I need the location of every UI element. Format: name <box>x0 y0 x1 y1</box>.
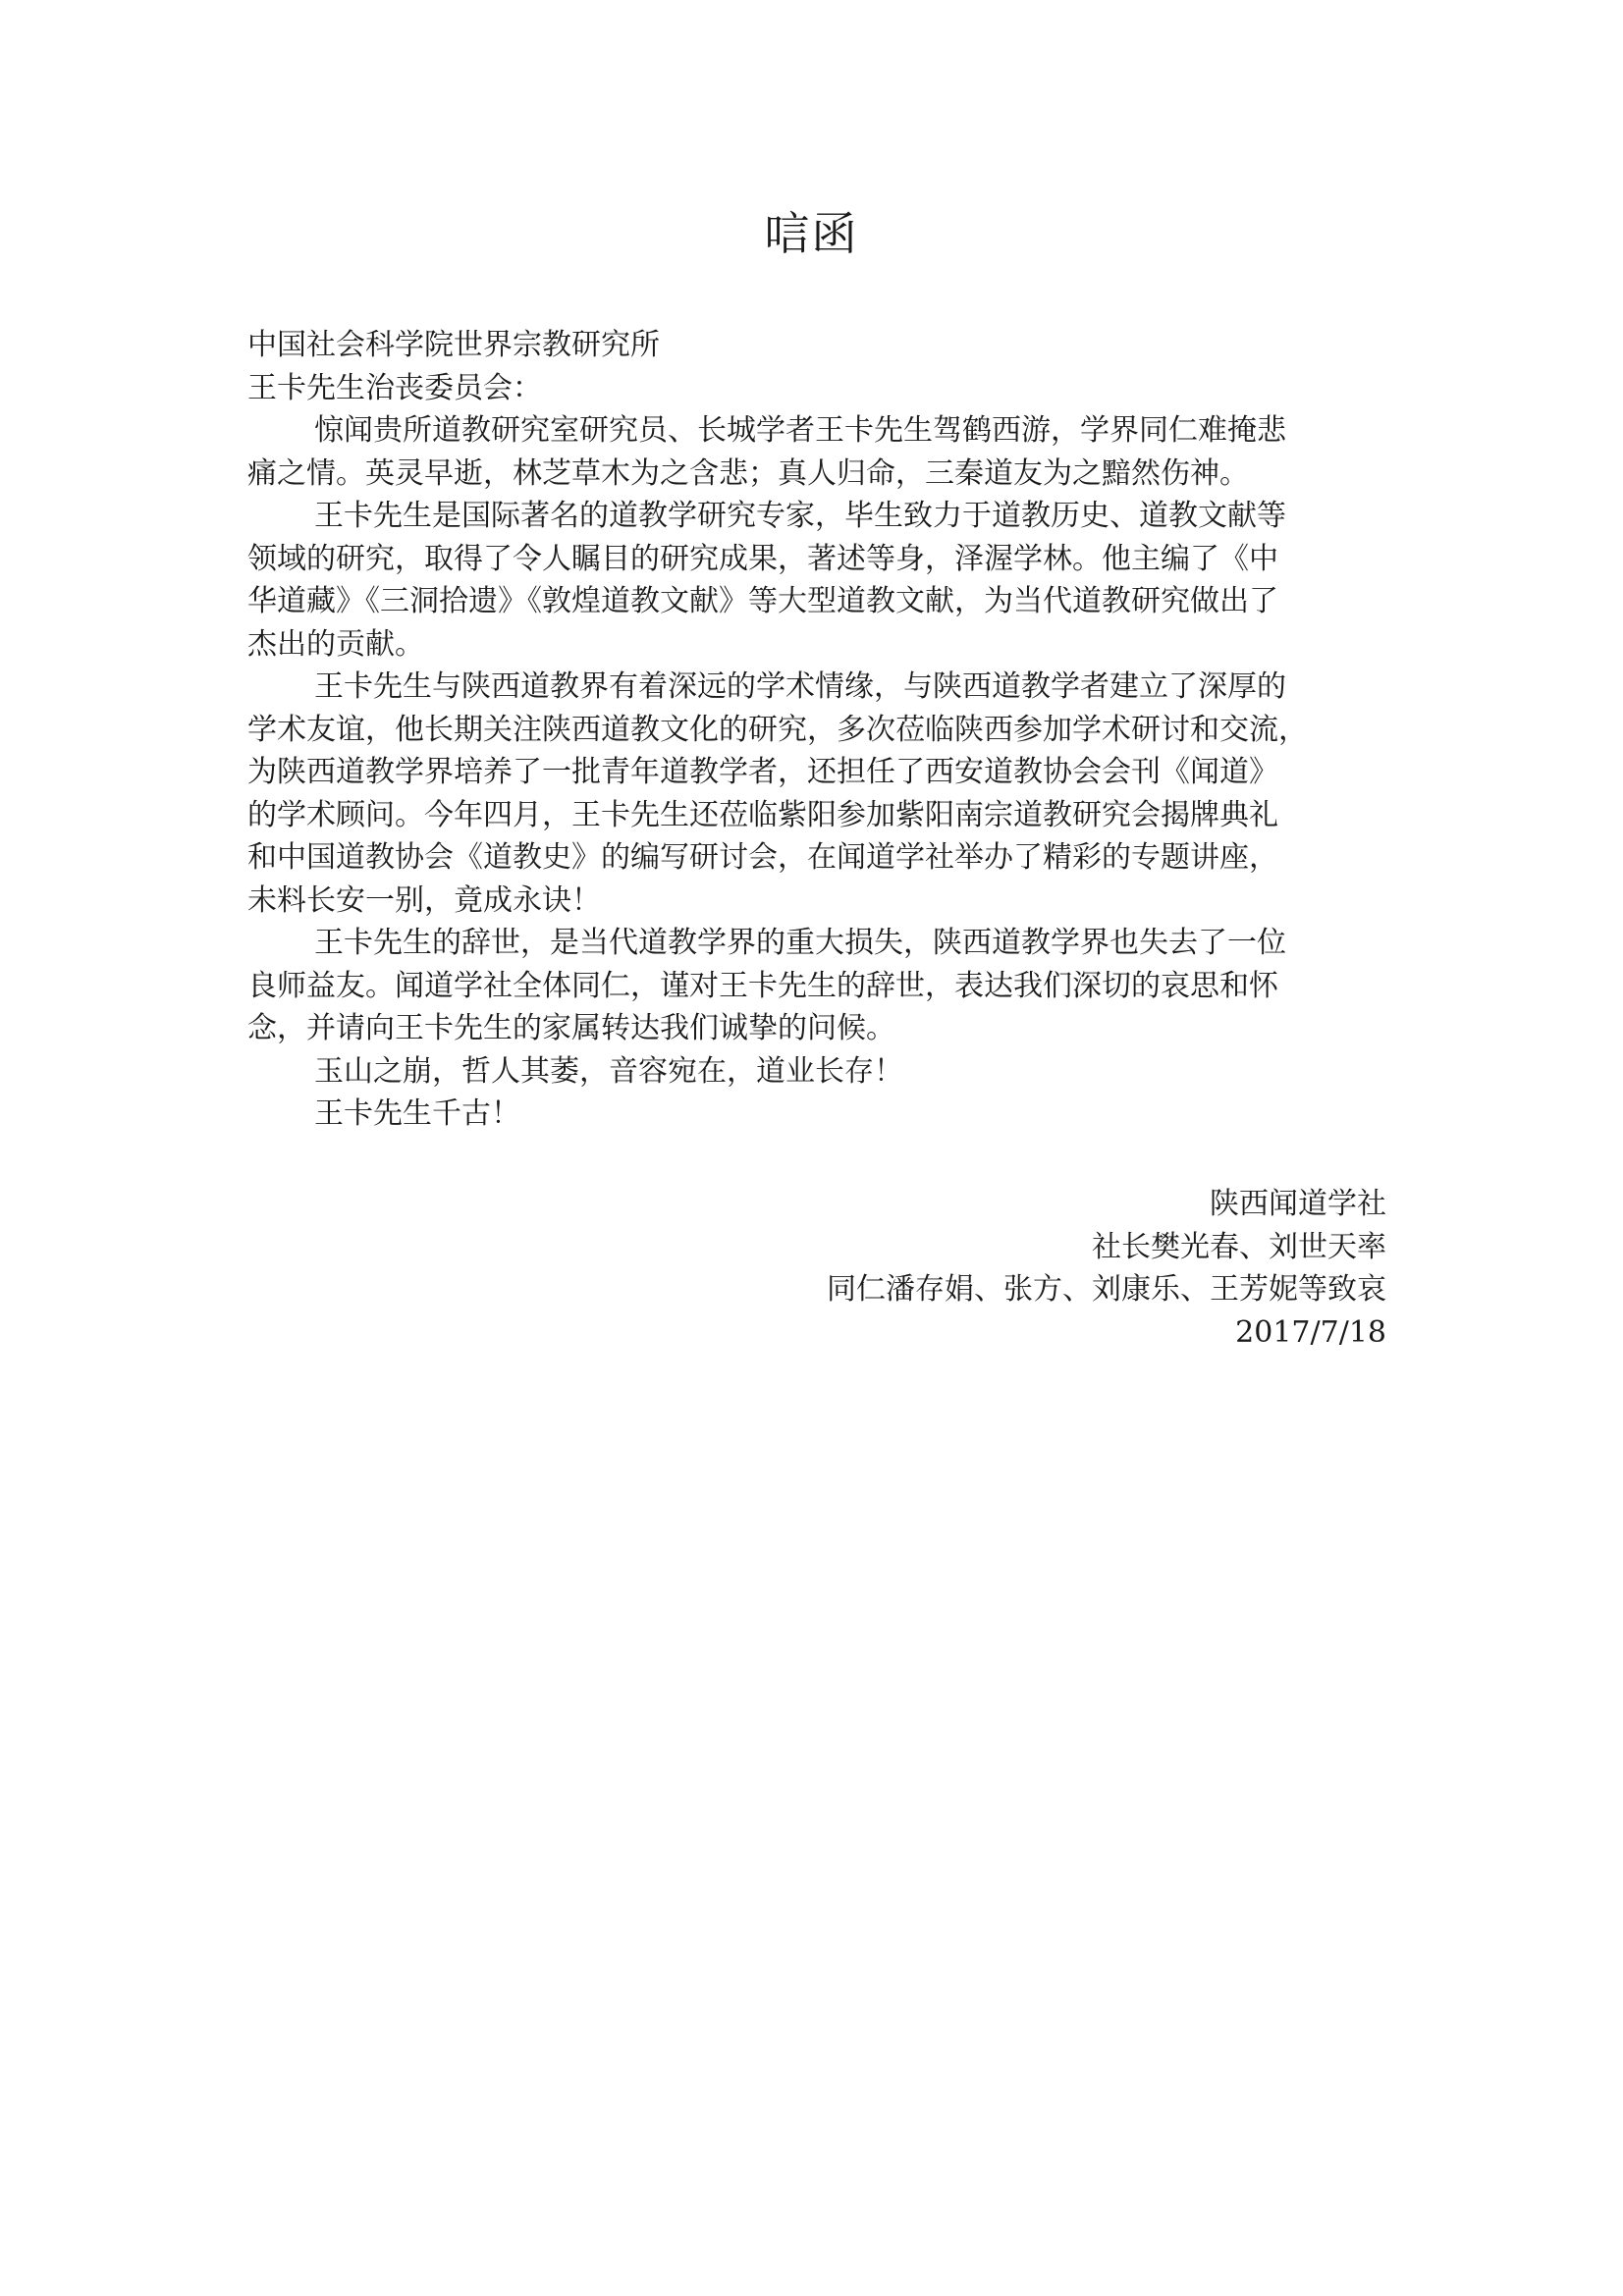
paragraph-3-line-5: 和中国道教协会《道教史》的编写研讨会，在闻道学社举办了精彩的专题讲座， <box>247 840 1278 875</box>
signature-org: 陕西闻道学社 <box>1210 1187 1386 1221</box>
paragraph-3-line-6: 未料长安一别，竟成永诀！ <box>247 882 601 918</box>
paragraph-3-line-2: 学术友谊，他长期关注陕西道教文化的研究，多次莅临陕西参加学术研讨和交流， <box>247 712 1308 747</box>
paragraph-3-line-1: 王卡先生与陕西道教界有着深远的学术情缘，与陕西道教学者建立了深厚的 <box>314 669 1286 704</box>
signature-date: 2017/7/18 <box>1235 1314 1386 1350</box>
paragraph-6-line-1: 王卡先生千古！ <box>314 1096 520 1131</box>
letter-body <box>247 324 1386 1136</box>
page-title: 唁函 <box>764 207 859 260</box>
paragraph-5-line-1: 玉山之崩，哲人其萎，音容宛在，道业长存！ <box>314 1053 903 1089</box>
paragraph-2-line-2: 领域的研究，取得了令人瞩目的研究成果，著述等身，泽渥学林。他主编了《中 <box>247 541 1278 576</box>
signature-colleagues: 同仁潘存娟、张方、刘康乐、王芳妮等致哀 <box>827 1272 1386 1307</box>
salutation-line-1: 中国社会科学院世界宗教研究所 <box>247 328 660 362</box>
paragraph-4-line-3: 念，并请向王卡先生的家属转达我们诚挚的问候。 <box>247 1011 895 1045</box>
paragraph-1-line-1: 惊闻贵所道教研究室研究员、长城学者王卡先生驾鹤西游，学界同仁难掩悲 <box>314 413 1286 448</box>
paragraph-2-line-3: 华道藏》《三洞拾遗》《敦煌道教文献》等大型道教文献，为当代道教研究做出了 <box>247 584 1278 618</box>
paragraph-4-line-2: 良师益友。闻道学社全体同仁，谨对王卡先生的辞世，表达我们深切的哀思和怀 <box>247 968 1278 1003</box>
salutation-line-2: 王卡先生治丧委员会： <box>247 370 542 405</box>
paragraph-3-line-4: 的学术顾问。今年四月，王卡先生还莅临紫阳参加紫阳南宗道教研究会揭牌典礼 <box>247 797 1278 832</box>
paragraph-2-line-1: 王卡先生是国际著名的道教学研究专家，毕生致力于道教历史、道教文献等 <box>314 499 1286 533</box>
paragraph-4-line-1: 王卡先生的辞世，是当代道教学界的重大损失，陕西道教学界也失去了一位 <box>314 926 1286 960</box>
signature-block <box>827 1183 1386 1354</box>
paragraph-1-line-2: 痛之情。英灵早逝，林芝草木为之含悲；真人归命，三秦道友为之黯然伤神。 <box>247 455 1249 491</box>
paragraph-3-line-3: 为陕西道教学界培养了一批青年道教学者，还担任了西安道教协会会刊《闻道》 <box>247 755 1278 789</box>
signature-leaders: 社长樊光春、刘世天率 <box>1092 1229 1386 1264</box>
paragraph-2-line-4: 杰出的贡献。 <box>247 626 424 662</box>
